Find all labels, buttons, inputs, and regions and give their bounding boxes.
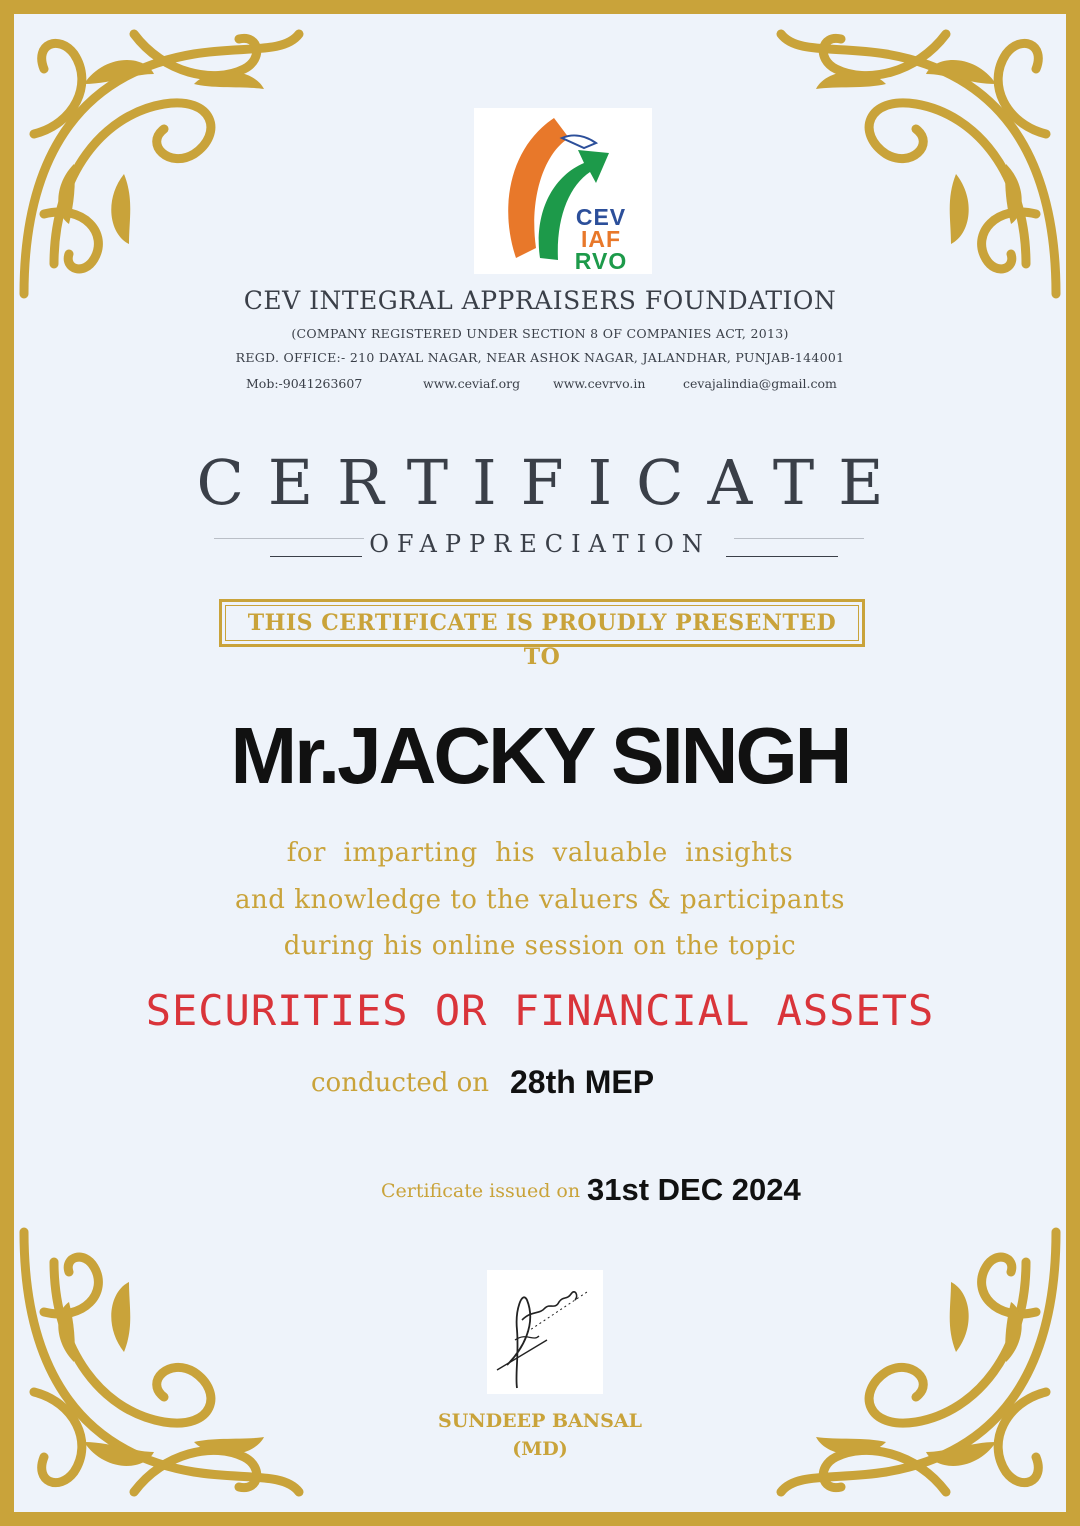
ornament-bottom-left-icon <box>14 1212 314 1512</box>
logo-text-iaf: IAF <box>580 226 622 252</box>
session-topic: SECURITIES OR FINANCIAL ASSETS <box>145 986 935 1035</box>
conducted-value: 28th MEP <box>510 1064 655 1100</box>
office-address: REGD. OFFICE:- 210 DAYAL NAGAR, NEAR ASHOK NAGAR, JALANDHAR, PUNJAB-144001 <box>235 350 845 365</box>
organization-logo <box>474 108 652 274</box>
recipient-name: Mr.JACKY SINGH <box>230 711 850 800</box>
website-cevrvo[interactable]: www.cevrvo.in <box>553 376 646 391</box>
presented-to-text: THIS CERTIFICATE IS PROUDLY PRESENTED TO <box>225 605 859 641</box>
description-line: and knowledge to the valuers & participants <box>235 885 845 915</box>
signatory-role: (MD) <box>512 1438 568 1460</box>
certificate-subtitle: OFAPPRECIATION <box>369 530 711 558</box>
issued-label: Certificate issued on <box>381 1180 581 1202</box>
logo-text-cev: CEV <box>575 204 627 230</box>
email-address[interactable]: cevajalindia@gmail.com <box>683 376 837 391</box>
certificate-page <box>14 14 1066 1512</box>
description-line: during his online session on the topic <box>283 931 797 961</box>
signature-box <box>487 1270 603 1394</box>
issued-date: 31st DEC 2024 <box>587 1172 801 1207</box>
mobile-number: Mob:-9041263607 <box>246 376 363 391</box>
signature-icon <box>487 1270 603 1394</box>
ornament-top-right-icon <box>766 14 1066 314</box>
registration-note: (COMPANY REGISTERED UNDER SECTION 8 OF COMPANIES ACT, 2013) <box>291 326 789 341</box>
description-line: for imparting his valuable insights <box>286 838 794 868</box>
presented-to-banner <box>219 599 865 670</box>
ornament-bottom-right-icon <box>766 1212 1066 1512</box>
conducted-label: conducted on <box>311 1068 490 1098</box>
website-ceviaf[interactable]: www.ceviaf.org <box>423 376 521 391</box>
logo-text-rvo: RVO <box>574 248 628 274</box>
signatory-name: SUNDEEP BANSAL <box>438 1410 642 1432</box>
certificate-title: CERTIFICATE <box>196 446 908 519</box>
organization-name: CEV INTEGRAL APPRAISERS FOUNDATION <box>243 286 837 315</box>
ornament-top-left-icon <box>14 14 314 314</box>
